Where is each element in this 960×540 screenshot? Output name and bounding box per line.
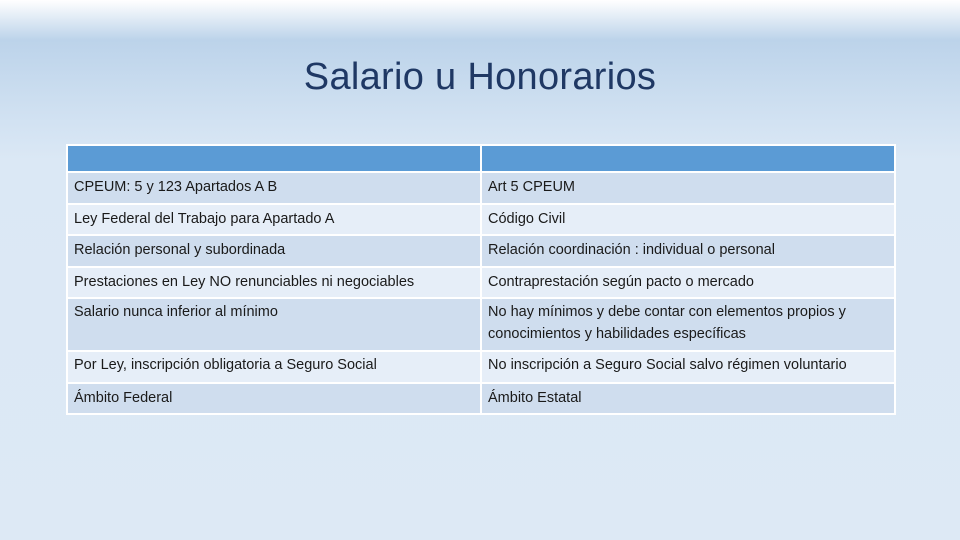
cell-honorarios: Relación coordinación : individual o personal: [481, 235, 895, 267]
table-row: [67, 172, 895, 204]
slide-title: Salario u Honorarios: [303, 56, 657, 98]
cell-salario: Ámbito Federal: [67, 383, 481, 415]
cell-honorarios: No hay mínimos y debe contar con elementos propios y conocimientos y habilidades específicas: [481, 298, 895, 351]
comparison-table: [66, 144, 896, 415]
table-row: [67, 351, 895, 383]
table-row: [67, 383, 895, 415]
cell-salario: Ley Federal del Trabajo para Apartado A: [67, 204, 481, 236]
cell-salario: Salario nunca inferior al mínimo: [67, 298, 481, 351]
header-cell-honorarios: [481, 145, 895, 172]
table-row: [67, 235, 895, 267]
cell-salario: Prestaciones en Ley NO renunciables ni negociables: [67, 267, 481, 299]
cell-honorarios: Código Civil: [481, 204, 895, 236]
table-header-row: [67, 145, 895, 172]
cell-honorarios: Ámbito Estatal: [481, 383, 895, 415]
cell-honorarios: Art 5 CPEUM: [481, 172, 895, 204]
table-row: [67, 204, 895, 236]
cell-salario: Relación personal y subordinada: [67, 235, 481, 267]
table-row: [67, 298, 895, 351]
cell-honorarios: Contraprestación según pacto o mercado: [481, 267, 895, 299]
header-cell-salario: [67, 145, 481, 172]
cell-salario: CPEUM: 5 y 123 Apartados A B: [67, 172, 481, 204]
cell-honorarios: No inscripción a Seguro Social salvo régimen voluntario: [481, 351, 895, 383]
table-row: [67, 267, 895, 299]
cell-salario: Por Ley, inscripción obligatoria a Seguro Social: [67, 351, 481, 383]
